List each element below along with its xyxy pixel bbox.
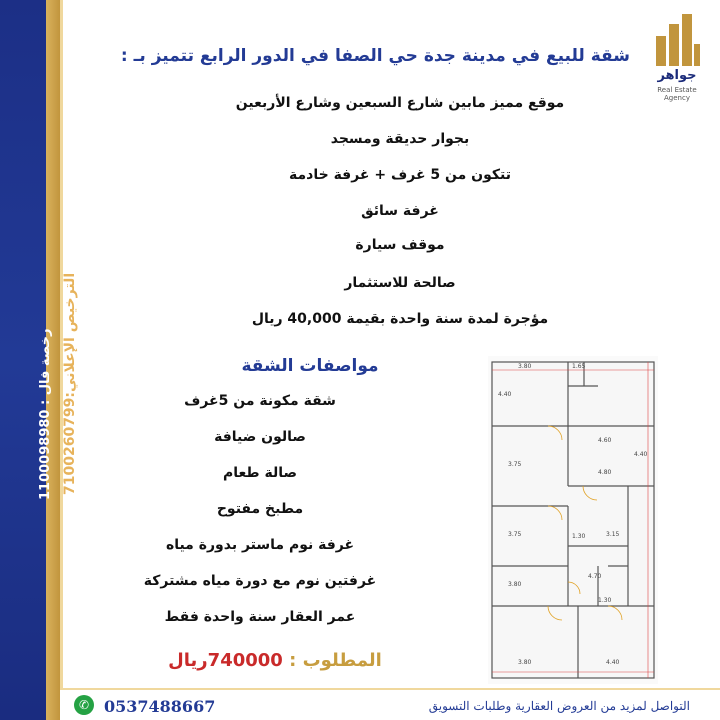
dim-label: 3.80 — [518, 659, 532, 666]
logo — [644, 12, 710, 106]
dim-label: 1.30 — [598, 597, 612, 604]
dim-label: 4.40 — [606, 659, 620, 666]
specs-title: مواصفات الشقة — [241, 356, 379, 376]
logo-subtitle: Real Estate Agency — [657, 86, 697, 102]
feature-item: موقف سيارة — [355, 237, 445, 253]
price-label: المطلوب : — [289, 650, 382, 671]
dim-label: 3.75 — [508, 461, 522, 468]
spec-item: صالة طعام — [222, 465, 297, 481]
feature-item: غرفة سائق — [361, 203, 439, 219]
spec-item: غرفة نوم ماستر بدورة مياه — [165, 537, 355, 553]
footer-phone[interactable]: 0537488667 — [104, 697, 216, 716]
feature-item: صالحة للاستثمار — [344, 275, 456, 291]
whatsapp-icon: ✆ — [74, 695, 94, 715]
dim-label: 4.40 — [498, 391, 512, 398]
dim-label: 4.40 — [634, 451, 648, 458]
dim-label: 3.15 — [606, 531, 620, 538]
spec-item: غرفتين نوم مع دورة مياه مشتركة — [143, 573, 377, 589]
spec-item: صالون ضيافة — [214, 429, 306, 445]
footer-contact-text: التواصل لمزيد من العروض العقارية وطلبات التسويق — [428, 699, 690, 713]
dim-label: 3.80 — [518, 363, 532, 370]
logo-name: جواهر — [657, 68, 697, 83]
dim-label: 4.80 — [598, 469, 612, 476]
feature-item: تتكون من 5 غرف + غرفة خادمة — [289, 167, 511, 183]
ad-license-text: الترخيص الإعلاني:7100260799 — [62, 272, 78, 495]
price-value: 740000ريال — [168, 650, 283, 671]
dim-label: 4.70 — [588, 573, 602, 580]
spec-item: مطبخ مفتوح — [216, 501, 304, 517]
fal-license-text: رخصة فال : 1100098980 — [38, 328, 53, 500]
headline: شقة للبيع في مدينة جدة حي الصفا في الدور الرابع تتميز بـ : — [120, 46, 630, 66]
price — [160, 650, 390, 671]
floor-plan-drawing — [488, 356, 658, 684]
dim-label: 1.30 — [572, 533, 586, 540]
dim-label: 1.65 — [572, 363, 586, 370]
dim-label: 3.75 — [508, 531, 522, 538]
spec-item: عمر العقار سنة واحدة فقط — [164, 609, 356, 625]
dim-label: 3.80 — [508, 581, 522, 588]
dim-label: 4.60 — [598, 437, 612, 444]
feature-item: موقع مميز مابين شارع السبعين وشارع الأربعين — [235, 95, 565, 111]
spec-item: شقة مكونة من 5غرف — [184, 393, 336, 409]
feature-item: مؤجرة لمدة سنة واحدة بقيمة 40,000 ريال — [251, 311, 549, 327]
floor-plan — [488, 356, 658, 684]
feature-item: بجوار حديقة ومسجد — [330, 131, 470, 147]
footer-bar — [60, 688, 720, 720]
building-logo-icon — [656, 14, 700, 66]
